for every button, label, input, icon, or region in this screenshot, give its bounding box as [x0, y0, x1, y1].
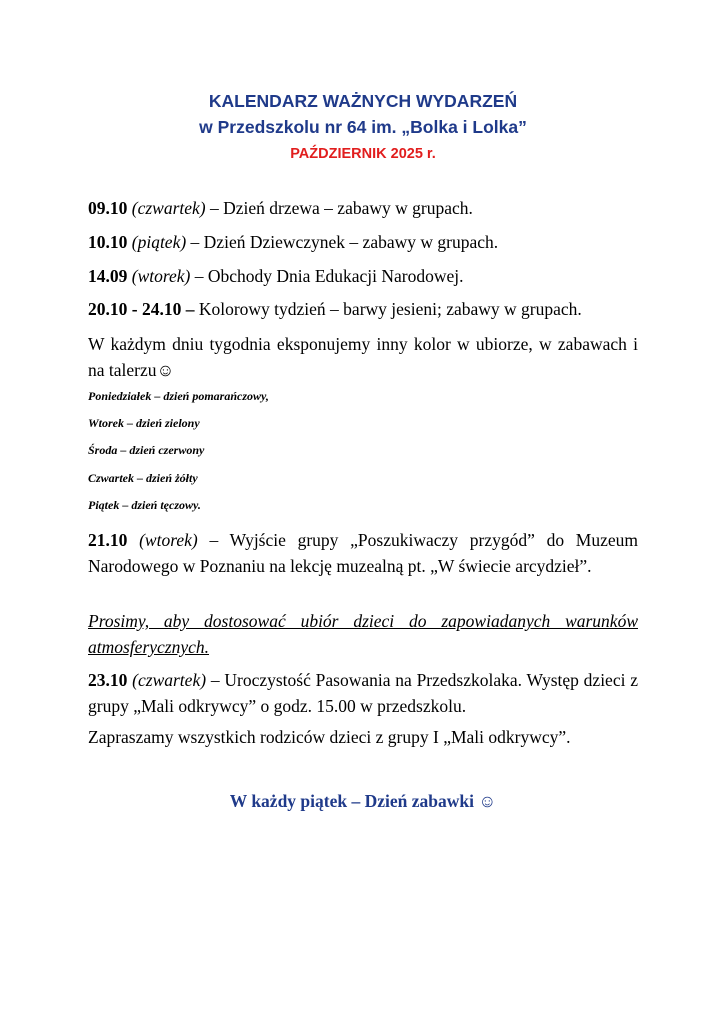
event-text: Kolorowy tydzień – barwy jesieni; zabawy w grupach.	[194, 299, 582, 319]
clothing-notice: Prosimy, aby dostosować ubiór dzieci do zapowiadanych warunków atmosferycznych.	[88, 611, 638, 657]
event-date: 10.10	[88, 232, 128, 252]
invitation-text: Zapraszamy wszystkich rodziców dzieci z grupy I „Mali odkrywcy”.	[88, 727, 571, 747]
color-day-tuesday: Wtorek – dzień zielony	[88, 416, 200, 430]
event-text: – Uroczystość Pasowania na Przedszkolaka. Występ dzieci z grupy „Mali odkrywcy” o godz. 15.00 w przedszkolu.	[88, 670, 639, 716]
event-item	[88, 296, 638, 322]
event-day: (wtorek)	[131, 266, 191, 286]
color-day-wednesday: Środa – dzień czerwony	[88, 443, 205, 457]
event-date: 21.10	[88, 530, 128, 550]
document-page	[88, 0, 638, 1024]
color-week-intro: W każdym dniu tygodnia eksponujemy inny kolor w ubiorze, w zabawach i na talerzu☺	[88, 334, 638, 380]
footer-note: W każdy piątek – Dzień zabawki ☺	[229, 791, 497, 811]
ceremony-event	[88, 667, 638, 719]
event-date: 09.10	[88, 198, 128, 218]
event-day: (czwartek)	[132, 670, 207, 690]
event-day: (piątek)	[131, 232, 187, 252]
color-day-thursday: Czwartek – dzień żółty	[88, 471, 198, 485]
event-item	[88, 195, 638, 221]
event-day: (czwartek)	[131, 198, 206, 218]
event-text: – Wyjście grupy „Poszukiwaczy przygód” do Muzeum Narodowego w Poznaniu na lekcję muzealną pt. „W świecie arcydzieł”.	[88, 530, 638, 576]
event-day: (wtorek)	[139, 530, 198, 550]
event-date: 20.10 - 24.10	[88, 299, 182, 319]
event-text: – Obchody Dnia Edukacji Narodowej.	[190, 266, 464, 286]
color-day-friday: Piątek – dzień tęczowy.	[88, 498, 201, 512]
month-heading: PAŹDZIERNIK 2025 r.	[290, 146, 436, 162]
trip-event	[88, 527, 638, 579]
event-text: – Dzień drzewa – zabawy w grupach.	[205, 198, 473, 218]
event-text: – Dzień Dziewczynek – zabawy w grupach.	[186, 232, 499, 252]
event-date: 14.09	[88, 266, 128, 286]
event-date: 23.10	[88, 670, 128, 690]
event-item	[88, 263, 638, 289]
event-separator: –	[181, 299, 195, 319]
event-item	[88, 229, 638, 255]
color-day-monday: Poniedziałek – dzień pomarańczowy,	[88, 389, 269, 403]
document-title: KALENDARZ WAŻNYCH WYDARZEŃ	[208, 91, 518, 111]
document-subtitle: w Przedszkolu nr 64 im. „Bolka i Lolka”	[199, 117, 527, 137]
